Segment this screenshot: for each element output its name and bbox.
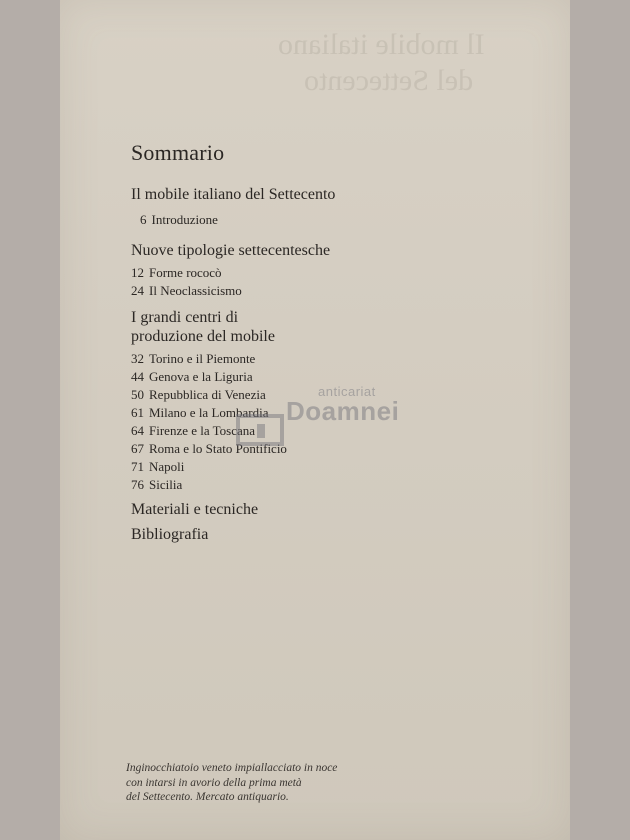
bleed-through-text: del Settecento (304, 64, 474, 97)
toc-title: Sommario (131, 140, 225, 165)
toc-entry (131, 350, 510, 368)
page-number: 44 (131, 369, 144, 384)
page-number: 64 (131, 423, 144, 438)
entry-label: Firenze e la Toscana (149, 423, 256, 438)
page-number: 50 (131, 387, 144, 402)
section-title: produzione del mobile (131, 328, 275, 345)
toc-entry (131, 264, 510, 282)
entry-label: Milano e la Lombardia (149, 405, 269, 420)
page-number: 71 (131, 459, 144, 474)
page-number: 24 (131, 283, 144, 298)
section-title: Bibliografia (131, 526, 209, 543)
image-caption (126, 761, 426, 805)
caption-line: del Settecento. Mercato antiquario. (126, 791, 289, 803)
section-title: I grandi centri di (131, 309, 239, 326)
section-title: Il mobile italiano del Settecento (131, 186, 336, 203)
caption-line: Inginocchiatoio veneto impiallacciato in noce (126, 762, 338, 774)
page-number: 6 (140, 212, 147, 227)
caption-line: con intarsi in avorio della prima metà (126, 776, 302, 789)
page-number: 67 (131, 441, 144, 456)
watermark-text: anticariat (318, 384, 376, 399)
book-icon (236, 414, 284, 446)
entry-label: Torino e il Piemonte (149, 351, 256, 366)
entry-label: Forme rococò (149, 265, 222, 280)
watermark-text: Doamnei (286, 396, 400, 426)
toc-entry (131, 282, 510, 300)
page-number: 61 (131, 405, 144, 420)
page-number: 12 (131, 265, 144, 280)
section-title: Materiali e tecniche (131, 501, 259, 518)
section-title: Nuove tipologie settecentesche (131, 242, 331, 259)
watermark-logo (236, 384, 426, 464)
entry-label: Introduzione (151, 212, 218, 227)
page-number: 32 (131, 351, 144, 366)
entry-label: Sicilia (149, 477, 183, 492)
entry-label: Repubblica di Venezia (149, 387, 266, 402)
bleed-through-text: Il mobile italiano (278, 28, 485, 61)
table-of-contents (130, 140, 510, 544)
toc-entry (140, 211, 510, 229)
toc-entry (131, 476, 510, 494)
entry-label: Roma e lo Stato Pontificio (149, 441, 287, 456)
entry-label: Il Neoclassicismo (149, 283, 242, 298)
page-number: 76 (131, 477, 144, 492)
entry-label: Napoli (149, 459, 185, 474)
entry-label: Genova e la Liguria (149, 369, 253, 384)
